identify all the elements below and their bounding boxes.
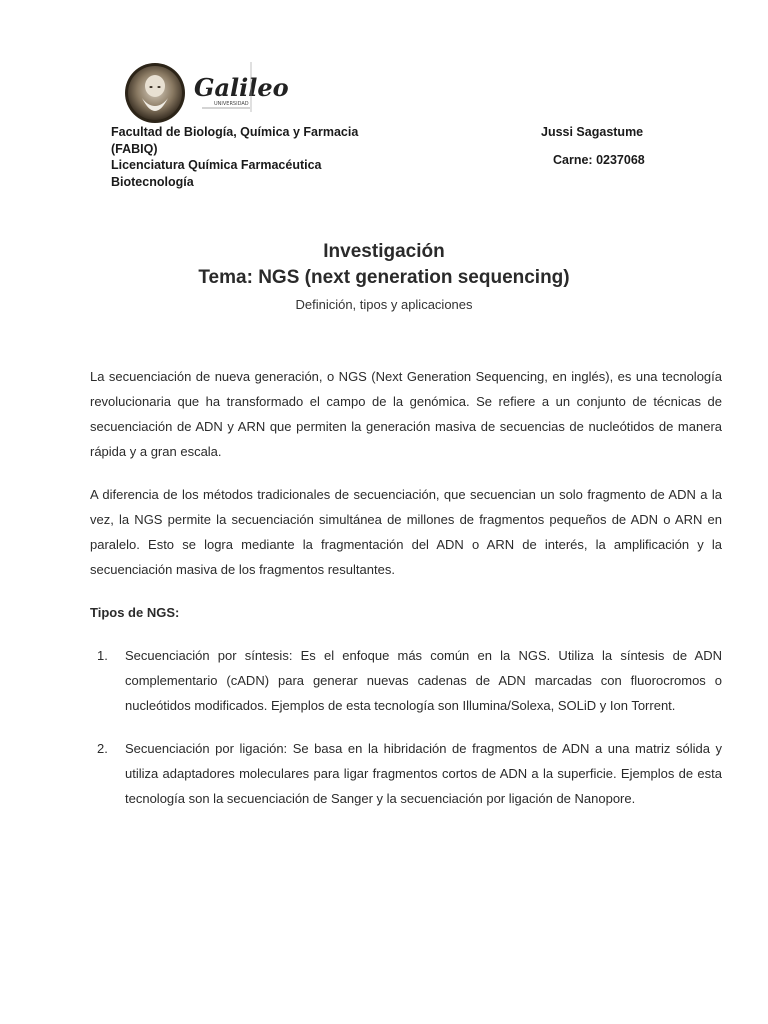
list-item	[90, 736, 722, 811]
svg-text:Galileo: Galileo	[194, 73, 289, 102]
faculty-info	[111, 124, 358, 190]
section-heading: Tipos de NGS:	[90, 605, 180, 620]
faculty-line: Biotecnología	[111, 174, 194, 189]
list-item-text: Secuenciación por síntesis: Es el enfoque más común en la NGS. Utiliza la síntesis de ADN complementario (cADN) para generar nuevas cadenas de ADN marcadas con fluorocromos o nucleótidos modificados. Ejemplos de esta tecnología son Illumina/Solexa, SOLiD y Ion Torrent.	[125, 648, 722, 713]
galileo-university-logo-icon	[124, 62, 289, 126]
paragraph: La secuenciación de nueva generación, o NGS (Next Generation Sequencing, en inglés), es una tecnología revolucionaria que ha transformado el campo de la genómica. Se refiere a un conjunto de técnicas de secuenciación de ADN y ARN que permiten la generación masiva de secuencias de nucleótidos de manera rápida y a gran escala.	[90, 369, 722, 459]
document-body	[90, 364, 722, 829]
title-heading: Investigación	[323, 241, 445, 262]
faculty-line: (FABIQ)	[111, 141, 158, 156]
faculty-line: Licenciatura Química Farmacéutica	[111, 158, 322, 172]
list-item-text: Secuenciación por ligación: Se basa en la hibridación de fragmentos de ADN a una matriz sólida y utiliza adaptadores moleculares para ligar fragmentos cortos de ADN a la superficie. Ejemplos de esta tecnología son la secuenciación de Sanger y la secuenciación por ligación de Nanopore.	[125, 741, 722, 806]
subtitle: Definición, tipos y aplicaciones	[295, 297, 473, 312]
faculty-line: Facultad de Biología, Química y Farmacia	[111, 125, 359, 139]
topic-heading: Tema: NGS (next generation sequencing)	[198, 267, 570, 288]
document-title	[0, 239, 768, 313]
list-item	[90, 643, 722, 718]
student-id: Carne: 0237068	[553, 153, 645, 167]
list-item-number: 2.	[97, 741, 108, 756]
author-name: Jussi Sagastume	[541, 125, 644, 139]
list-item-number: 1.	[97, 648, 108, 663]
university-logo	[124, 62, 289, 126]
paragraph: A diferencia de los métodos tradicionales de secuenciación, que secuencian un solo fragmento de ADN a la vez, la NGS permite la secuenciación simultánea de millones de fragmentos pequeños de ADN o ARN en paralelo. Esto se logra mediante la fragmentación del ADN o ARN de interés, la amplificación y la secuenciación masiva de los fragmentos resultantes.	[90, 487, 722, 577]
author-info	[541, 124, 645, 169]
ngs-types-list	[90, 643, 722, 811]
svg-text:UNIVERSIDAD: UNIVERSIDAD	[214, 101, 249, 107]
